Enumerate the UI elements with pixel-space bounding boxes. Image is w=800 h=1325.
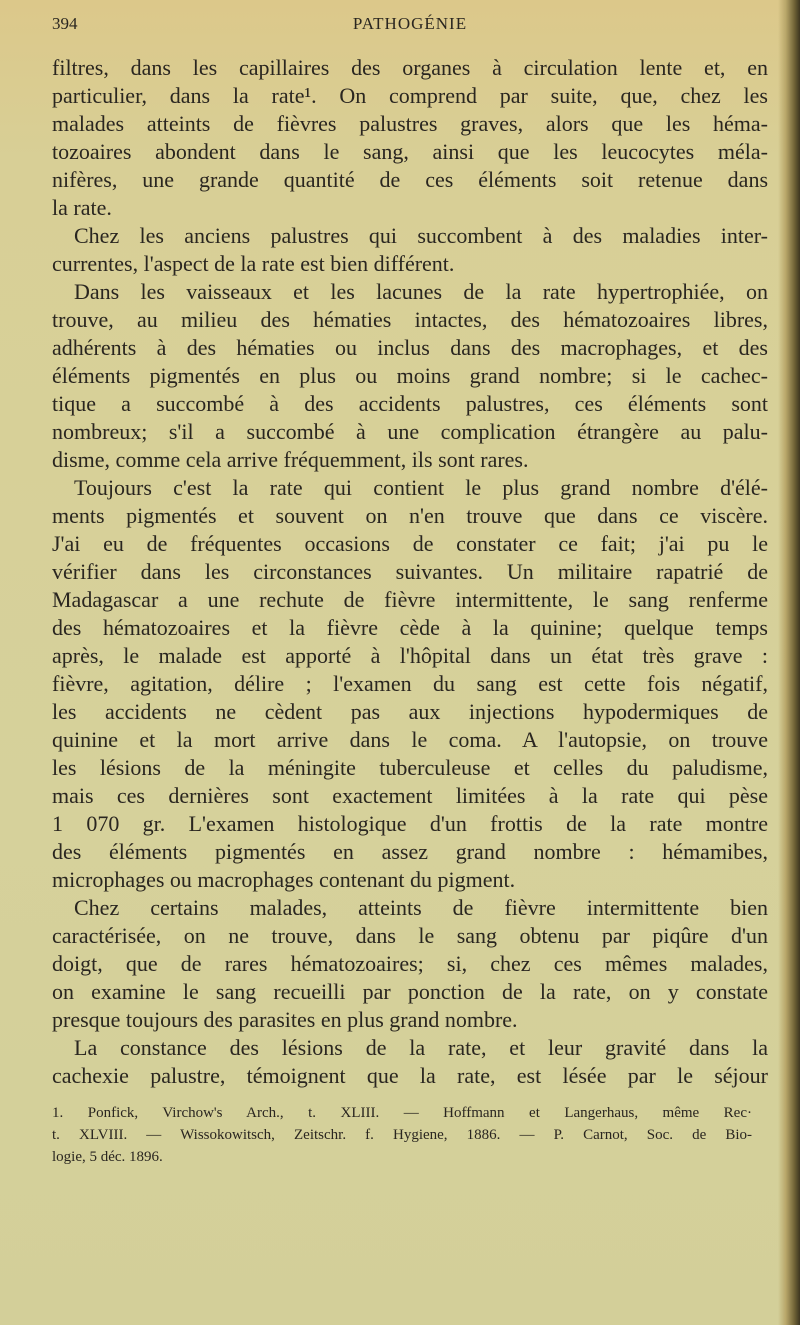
text-line: nombreux; s'il a succombé à une complication étrangère au palu- [52, 419, 768, 444]
text-line: Toujours c'est la rate qui contient le plus grand nombre d'élé- [74, 475, 768, 500]
running-header [52, 14, 768, 38]
text-line: les accidents ne cèdent pas aux injections hypodermiques de [52, 699, 768, 724]
text-line: ments pigmentés et souvent on n'en trouve que dans ce viscère. [52, 503, 768, 528]
running-title: PATHOGÉNIE [352, 14, 468, 33]
text-line: currentes, l'aspect de la rate est bien différent. [52, 251, 455, 276]
text-line: Chez les anciens palustres qui succombent à des maladies inter- [74, 223, 768, 248]
text-line: microphages ou macrophages contenant du pigment. [52, 867, 516, 892]
body-text [52, 54, 768, 1090]
text-line: vérifier dans les circonstances suivantes. Un militaire rapatrié de [52, 559, 768, 584]
page-number: 394 [52, 14, 78, 33]
footnote-line: logie, 5 déc. 1896. [52, 1149, 163, 1165]
text-line: la rate. [52, 195, 112, 220]
text-line: quinine et la mort arrive dans le coma. A l'autopsie, on trouve [52, 727, 768, 752]
text-line: presque toujours des parasites en plus grand nombre. [52, 1007, 518, 1032]
footnote-line: 1. Ponfick, Virchow's Arch., t. XLIII. — Hoffmann et Langerhaus, même Rec· [52, 1105, 752, 1121]
text-line: trouve, au milieu des hématies intactes, des hématozoaires libres, [52, 307, 768, 332]
footnotes [52, 1102, 752, 1168]
text-line: Dans les vaisseaux et les lacunes de la rate hypertrophiée, on [74, 279, 768, 304]
text-line: cachexie palustre, témoignent que la rate, est lésée par le séjour [52, 1063, 768, 1088]
text-line: des hématozoaires et la fièvre cède à la quinine; quelque temps [52, 615, 768, 640]
text-line: malades atteints de fièvres palustres graves, alors que les héma- [52, 111, 768, 136]
text-line: disme, comme cela arrive fréquemment, ils sont rares. [52, 447, 529, 472]
page-edge-shadow [778, 0, 800, 1325]
text-line: J'ai eu de fréquentes occasions de constater ce fait; j'ai pu le [52, 531, 768, 556]
text-line: tique a succombé à des accidents palustres, ces éléments sont [52, 391, 768, 416]
text-line: particulier, dans la rate¹. On comprend par suite, que, chez les [52, 83, 768, 108]
text-line: mais ces dernières sont exactement limitées à la rate qui pèse [52, 783, 768, 808]
text-line: on examine le sang recueilli par ponction de la rate, on y constate [52, 979, 768, 1004]
text-line: fièvre, agitation, délire ; l'examen du sang est cette fois négatif, [52, 671, 768, 696]
text-line: adhérents à des hématies ou inclus dans des macrophages, et des [52, 335, 768, 360]
text-line: Chez certains malades, atteints de fièvre intermittente bien [74, 895, 768, 920]
text-line: 1 070 gr. L'examen histologique d'un frottis de la rate montre [52, 811, 768, 836]
text-line: les lésions de la méningite tuberculeuse et celles du paludisme, [52, 755, 768, 780]
text-line: filtres, dans les capillaires des organes à circulation lente et, en [52, 55, 768, 80]
text-line: caractérisée, on ne trouve, dans le sang obtenu par piqûre d'un [52, 923, 768, 948]
text-line: éléments pigmentés en plus ou moins grand nombre; si le cachec- [52, 363, 768, 388]
footnote-line: t. XLVIII. — Wissokowitsch, Zeitschr. f. Hygiene, 1886. — P. Carnot, Soc. de Bio- [52, 1127, 752, 1143]
text-line: tozoaires abondent dans le sang, ainsi que les leucocytes méla- [52, 139, 768, 164]
text-line: après, le malade est apporté à l'hôpital dans un état très grave : [52, 643, 768, 668]
text-line: nifères, une grande quantité de ces éléments soit retenue dans [52, 167, 768, 192]
text-line: des éléments pigmentés en assez grand nombre : hémamibes, [52, 839, 768, 864]
text-line: Madagascar a une rechute de fièvre intermittente, le sang renferme [52, 587, 768, 612]
text-line: doigt, que de rares hématozoaires; si, chez ces mêmes malades, [52, 951, 768, 976]
text-line: La constance des lésions de la rate, et leur gravité dans la [74, 1035, 768, 1060]
